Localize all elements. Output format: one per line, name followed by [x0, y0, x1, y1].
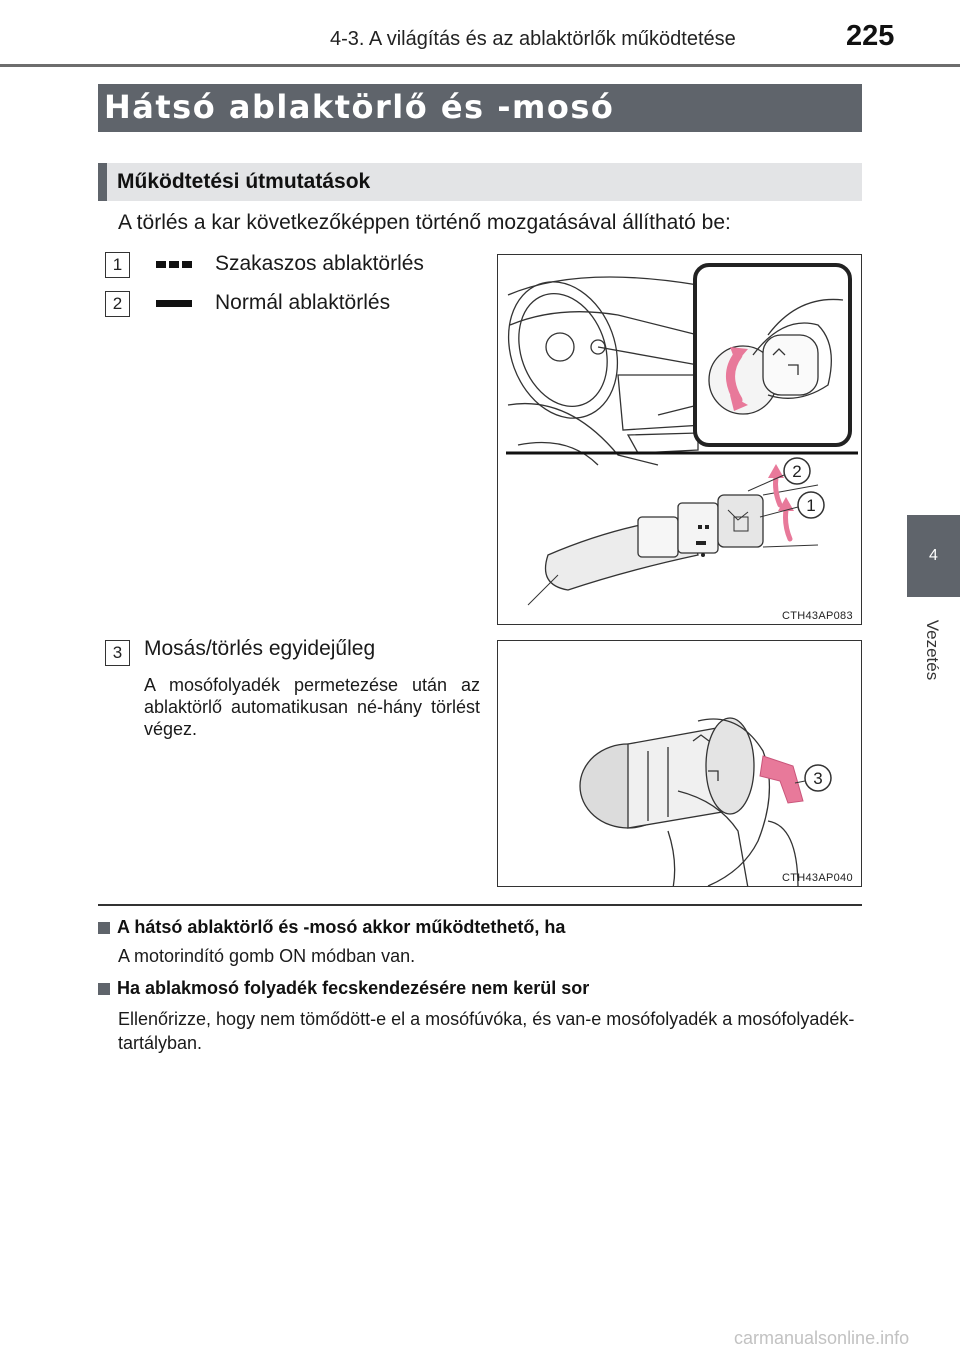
item-number-3: 3 — [105, 640, 130, 666]
note-heading-1: A hátsó ablaktörlő és -mosó akkor működtethető, ha — [98, 917, 565, 938]
item-label-2: Normál ablaktörlés — [215, 291, 391, 314]
chapter-label: Vezetés — [923, 619, 942, 681]
notes-rule — [98, 904, 862, 906]
running-header-section: 4-3. A világítás és az ablaktörlők működtetése — [330, 28, 736, 50]
item-3-description: A mosófolyadék permetezése után az ablaktörlő automatikusan né-hány törlést végez. — [144, 675, 480, 739]
note-bullet-icon — [98, 983, 110, 995]
page-number: 225 — [846, 20, 895, 52]
subtitle-accent — [98, 163, 107, 201]
note-body-1: A motorindító gomb ON módban van. — [118, 946, 416, 966]
subtitle: Működtetési útmutatások — [117, 170, 371, 193]
header-rule — [0, 64, 960, 67]
figure-code-2: CTH43AP040 — [782, 872, 853, 884]
note-heading-2: Ha ablakmosó folyadék fecskendezésére nem kerül sor — [98, 978, 589, 999]
intermittent-wipe-icon — [156, 258, 194, 270]
callout-1: 1 — [806, 496, 816, 515]
normal-wipe-icon — [156, 297, 194, 309]
note-body-2: Ellenőrizze, hogy nem tömődött-e el a mosófúvóka, és van-e mosófolyadék a mosófolyadék-tartályban. — [118, 1009, 855, 1053]
chapter-number: 4 — [929, 547, 938, 564]
watermark[interactable]: carmanualsonline.info — [734, 1328, 910, 1348]
figure-wash-wipe — [497, 640, 862, 887]
callout-3: 3 — [813, 769, 823, 788]
wash-wipe-illustration — [498, 641, 862, 887]
item-label-1: Szakaszos ablaktörlés — [215, 252, 424, 275]
chapter-tab[interactable] — [907, 515, 960, 597]
item-label-3: Mosás/törlés egyidejűleg — [144, 637, 376, 660]
wiper-lever-illustration — [498, 255, 862, 625]
item-number-2: 2 — [105, 291, 130, 317]
page-title: Hátsó ablaktörlő és -mosó — [104, 88, 615, 126]
note-bullet-icon — [98, 922, 110, 934]
figure-wiper-lever-positions — [497, 254, 862, 625]
intro-text: A törlés a kar következőképpen történő mozgatásával állítható be: — [118, 211, 731, 234]
item-number-1: 1 — [105, 252, 130, 278]
callout-2: 2 — [792, 462, 802, 481]
figure-code-1: CTH43AP083 — [782, 610, 853, 622]
